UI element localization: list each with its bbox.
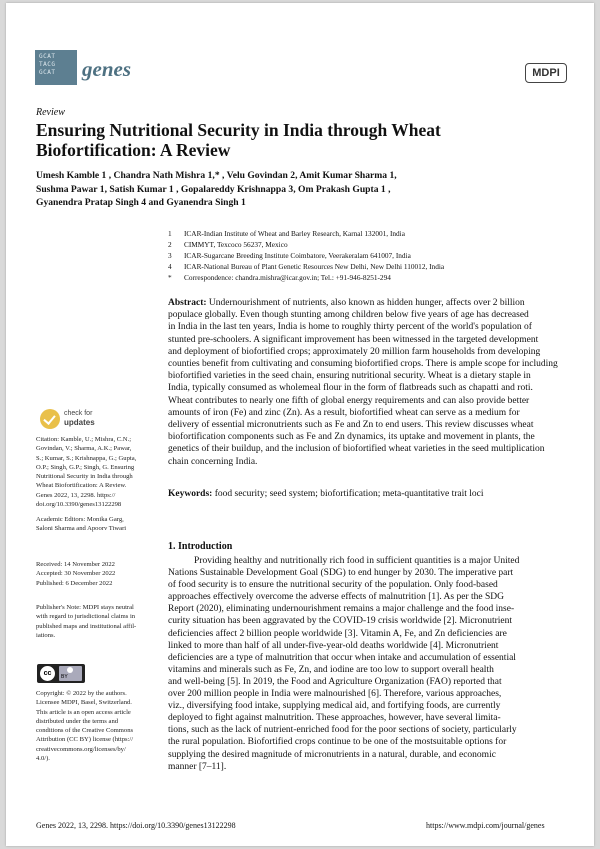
affiliation: 1 ICAR-Indian Institute of Wheat and Barley Research, Karnal 132001, India: [168, 229, 405, 238]
abstract-label: Abstract:: [168, 298, 207, 308]
check-updates-icon[interactable]: [40, 409, 60, 429]
author-list: [36, 169, 566, 210]
logo-text: GCAT TACG GCAT: [39, 53, 56, 76]
check-updates-label[interactable]: updates: [64, 418, 95, 427]
author-line: Umesh Kamble 1 , Chandra Nath Mishra 1,* , Velu Govindan 2, Amit Kumar Sharma 1,: [36, 170, 397, 181]
cc-by-license-icon[interactable]: cc BY: [37, 664, 85, 683]
footer-journal-url[interactable]: https://www.mdpi.com/journal/genes: [426, 821, 545, 830]
journal-name: genes: [82, 57, 131, 81]
article-type: Review: [36, 107, 65, 118]
article-title: Ensuring Nutritional Security in India through Wheat Biofortification: A Review: [36, 120, 441, 160]
introduction-body: Providing healthy and nutritionally rich food in sufficient quantities is a major United Nations Sustainable Development Goal (SDG) to end hunger by 2030. The imperative part of food security is to ensure the nutritional security of the population. Only food-based approaches effectively overcome the adverse effects of malnutrition [1]. As per the SDG Report (2020), eliminating undernourishment remains a major challenge and the food inse- curity situation has been aggravated by the COVID-19 crisis worldwide [2]. Micronutrient deficiencies affect 2 billion people worldwide [3]. Vitamin A, Fe, and Zn deficiencies are linked to more than half of all under-five-year-old deaths worldwide [4]. Micronutrient deficiencies are a type of malnutrition that occur when intake and accumulation of essential vitamins and minerals such as Fe, Zn, and iodine are too low to support overall health and well-being [5]. In 2019, the Food and Agriculture Organization (FAO) reported that over 200 million people in India were malnourished [6]. Therefore, various approaches, viz., diversifying food intake, supplying medical aid, and fortifying foods, are currently deployed to fight against malnutrition. These approaches, however, have several limita- tions, such as the lack of nutrient-enriched food for the poor sections of society, particularly the rural population. Biofortified crops continue to be one of the mostsuitable options for supplying the desired magnitude of micronutrients in a natural, durable, and economic manner [7–11].: [168, 556, 520, 772]
document-page: [6, 3, 594, 846]
publication-dates: Received: 14 November 2022 Accepted: 30 November 2022 Published: 6 December 2022: [36, 561, 116, 587]
author-line: Sushma Pawar 1, Satish Kumar 1 , Gopalareddy Krishnappa 3, Om Prakash Gupta 1 ,: [36, 183, 391, 195]
affiliation: 4 ICAR-National Bureau of Plant Genetic Resources New Delhi, New Delhi 110012, India: [168, 262, 445, 271]
author-line: Gyanendra Pratap Singh 4 and Gyanendra Singh 1: [36, 197, 246, 208]
abstract: Abstract: Undernourishment of nutrients, also known as hidden hunger, affects over 2 billion populace globally. Even though stunting among children below five years of age has decreased in India in the last ten years, India is home to roughly thirty percent of the world's population of stunted pre-schoolers. A significant improvement has been witnessed in the targeted development and deployment of biofortified crops; approximately 20 million farm households from developing counties benefit from cultivating and consuming biofortified crops. There is ample scope for including biofortified varieties in the seed chain, ensuring nutritional security. Wheat is a dietary staple in India, typically consumed as wholemeal flour in the form of flatbreads such as chapatti and roti. Wheat contributes to nearly one fifth of global energy requirements and can also provide better amounts of iron (Fe) and zinc (Zn). As a result, biofortified wheat can serve as a medium for delivery of essential micronutrients such as Fe and Zn to end users. This review discusses wheat biofortification components such as Fe and Zn dynamics, its uptake and movement in plants, the genetics of their buildup, and the inclusion of biofortified wheat varieties in the seed multiplication chain concerning India.: [168, 298, 558, 467]
check-updates-label[interactable]: check for: [64, 410, 93, 417]
citation-block: Citation: Kamble, U.; Mishra, C.N.; Govindan, V.; Sharma, A.K.; Pawar, S.; Kumar, S.; Krishnappa, G.; Gupta, O.P.; Singh, G.P.; Singh, G. Ensuring Nutritional Security in India through Wheat Biofortification: A Review. Genes 2022, 13, 2298. https:// doi.org/10.3390/genes13122298: [36, 436, 137, 509]
journal-logo-icon: [35, 50, 77, 85]
keywords-label: Keywords:: [168, 489, 213, 499]
copyright-block: Copyright: © 2022 by the authors. Licensee MDPI, Basel, Switzerland. This article is an open access article distributed under the terms and conditions of the Creative Commons Attribution (CC BY) license (https:// creativecommons.org/licenses/by/ 4.0/).: [36, 690, 134, 763]
academic-editors: Academic Editors: Monika Garg, Saloni Sharma and Apoorv Tiwari: [36, 516, 127, 533]
affiliation: 2 CIMMYT, Texcoco 56237, Mexico: [168, 240, 288, 249]
publisher-note: Publisher's Note: MDPI stays neutral with regard to jurisdictional claims in published maps and institutional affil- iations.: [36, 604, 137, 639]
section-heading: 1. Introduction: [168, 541, 233, 552]
publisher-logo: MDPI: [525, 63, 567, 83]
correspondence: * Correspondence: chandra.mishra@icar.gov.in; Tel.: +91-946-8251-294: [168, 273, 391, 282]
footer-citation[interactable]: Genes 2022, 13, 2298. https://doi.org/10.3390/genes13122298: [36, 821, 236, 830]
keywords: Keywords: food security; seed system; biofortification; meta-quantitative trait loci: [168, 489, 484, 499]
affiliation: 3 ICAR-Sugarcane Breeding Institute Coimbatore, Veerakeralam 641007, India: [168, 251, 411, 260]
